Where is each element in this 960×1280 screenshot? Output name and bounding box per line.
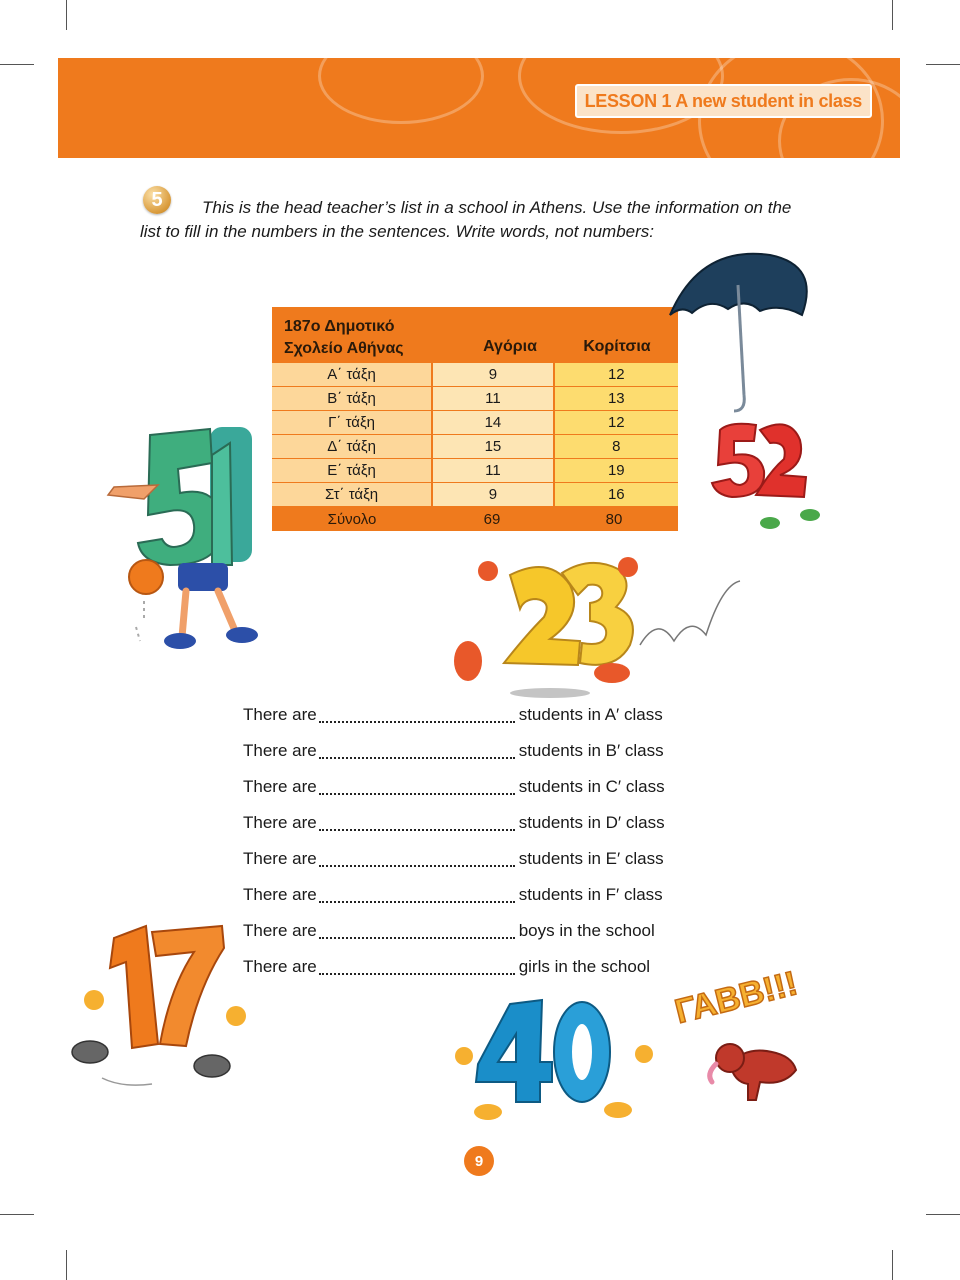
ball-shape (129, 560, 163, 594)
lesson-title-badge (575, 84, 872, 118)
answer-blank[interactable] (319, 849, 515, 867)
girls-cell: 16 (555, 483, 678, 506)
instruction-line-2: list to fill in the numbers in the sentences. Write words, not numbers: (140, 222, 655, 241)
crop-mark (892, 1250, 893, 1280)
shoe-shape (72, 1041, 108, 1063)
class-cell: Στ΄ τάξη (272, 483, 433, 506)
shoe-shape (604, 1102, 632, 1118)
bark-text: ΓΑΒΒ!!! (671, 964, 802, 1032)
boys-cell: 14 (433, 411, 554, 434)
sentence-line: There are students in C′ class (243, 777, 665, 796)
digit-2-shape (756, 424, 806, 497)
digit-1-shape (110, 926, 158, 1048)
shorts-shape (178, 563, 228, 591)
table-total-row (272, 507, 678, 531)
sentence-line: There are girls in the school (243, 957, 651, 976)
shoe-shape (454, 641, 482, 681)
girls-cell: 8 (555, 435, 678, 458)
sentence-line: There are boys in the school (243, 921, 655, 940)
exercise-instructions (140, 196, 840, 244)
header-girls: Κορίτσια (583, 338, 651, 355)
table-row (272, 483, 678, 507)
hand-shape (618, 557, 638, 577)
crop-mark (0, 64, 34, 65)
page-number: 9 (464, 1146, 494, 1176)
digit-1-shape (212, 443, 232, 565)
answer-blank[interactable] (319, 705, 515, 723)
hand-shape (226, 1006, 246, 1026)
lesson-title: LESSON 1 A new student in class (584, 90, 862, 111)
table-row (272, 387, 678, 411)
exercise-number-badge: 5 (143, 186, 171, 214)
girls-cell: 19 (555, 459, 678, 482)
hand-shape (84, 990, 104, 1010)
shoe-shape (800, 509, 820, 521)
hand-shape (478, 561, 498, 581)
barking-dog-illustration (660, 950, 820, 1120)
digit-5-shape (712, 424, 764, 497)
girls-cell: 13 (555, 387, 678, 410)
table-row (272, 363, 678, 387)
hand-shape (455, 1047, 473, 1065)
table-row (272, 411, 678, 435)
class-cell: Α΄ τάξη (272, 363, 433, 386)
header-boys: Αγόρια (483, 338, 537, 355)
boys-cell: 9 (433, 483, 554, 506)
class-cell: Δ΄ τάξη (272, 435, 433, 458)
sentence-line: There are students in E′ class (243, 849, 664, 868)
digit-4-shape (476, 1000, 552, 1102)
sentence-line: There are students in F′ class (243, 885, 663, 904)
crop-mark (892, 0, 893, 30)
hand-shape (635, 1045, 653, 1063)
shoe-shape (194, 1055, 230, 1077)
crop-mark (66, 1250, 67, 1280)
number-51-character-illustration (100, 415, 270, 670)
boys-cell: 15 (433, 435, 554, 458)
digit-7-shape (152, 926, 224, 1046)
girls-cell: 12 (555, 411, 678, 434)
sentence-line: There are students in D′ class (243, 813, 665, 832)
shoe-shape (594, 663, 630, 683)
answer-blank[interactable] (319, 885, 515, 903)
digit-5-shape (138, 429, 222, 565)
sentence-line: There are students in A′ class (243, 705, 663, 724)
number-23-character-illustration (440, 545, 750, 700)
crop-mark (926, 64, 960, 65)
shoe-right-shape (226, 627, 258, 643)
table-row (272, 459, 678, 483)
table-header (272, 307, 678, 363)
answer-blank[interactable] (319, 813, 515, 831)
class-table (272, 307, 678, 531)
sentence-line: There are students in B′ class (243, 741, 664, 760)
answer-blank[interactable] (319, 777, 515, 795)
shoe-left-shape (164, 633, 196, 649)
boys-cell: 9 (433, 363, 554, 386)
answer-blank[interactable] (319, 957, 515, 975)
shoe-shape (474, 1104, 502, 1120)
crop-mark (0, 1214, 34, 1215)
number-52-umbrella-illustration (660, 245, 850, 545)
class-cell: Ε΄ τάξη (272, 459, 433, 482)
crop-mark (926, 1214, 960, 1215)
answer-blank[interactable] (319, 741, 515, 759)
class-cell: Β΄ τάξη (272, 387, 433, 410)
shoe-shape (760, 517, 780, 529)
table-row (272, 435, 678, 459)
number-17-character-illustration (62, 918, 252, 1093)
crop-mark (66, 0, 67, 30)
girls-cell: 12 (555, 363, 678, 386)
boys-cell: 11 (433, 387, 554, 410)
number-40-character-illustration (448, 990, 678, 1130)
school-name: 187ο Δημοτικό Σχολείο Αθήνας (284, 318, 404, 357)
total-label: Σύνολο (327, 510, 377, 528)
answer-blank[interactable] (319, 921, 515, 939)
legs-shape (182, 591, 236, 637)
class-cell: Γ΄ τάξη (272, 411, 433, 434)
dog-head-shape (716, 1044, 744, 1072)
fill-in-sentences (243, 705, 665, 993)
total-boys: 69 (483, 510, 501, 528)
dog-tongue-shape (710, 1064, 716, 1082)
total-girls: 80 (605, 510, 623, 528)
instruction-line-1: This is the head teacher’s list in a school in Athens. Use the information on the (202, 198, 792, 217)
boys-cell: 11 (433, 459, 554, 482)
